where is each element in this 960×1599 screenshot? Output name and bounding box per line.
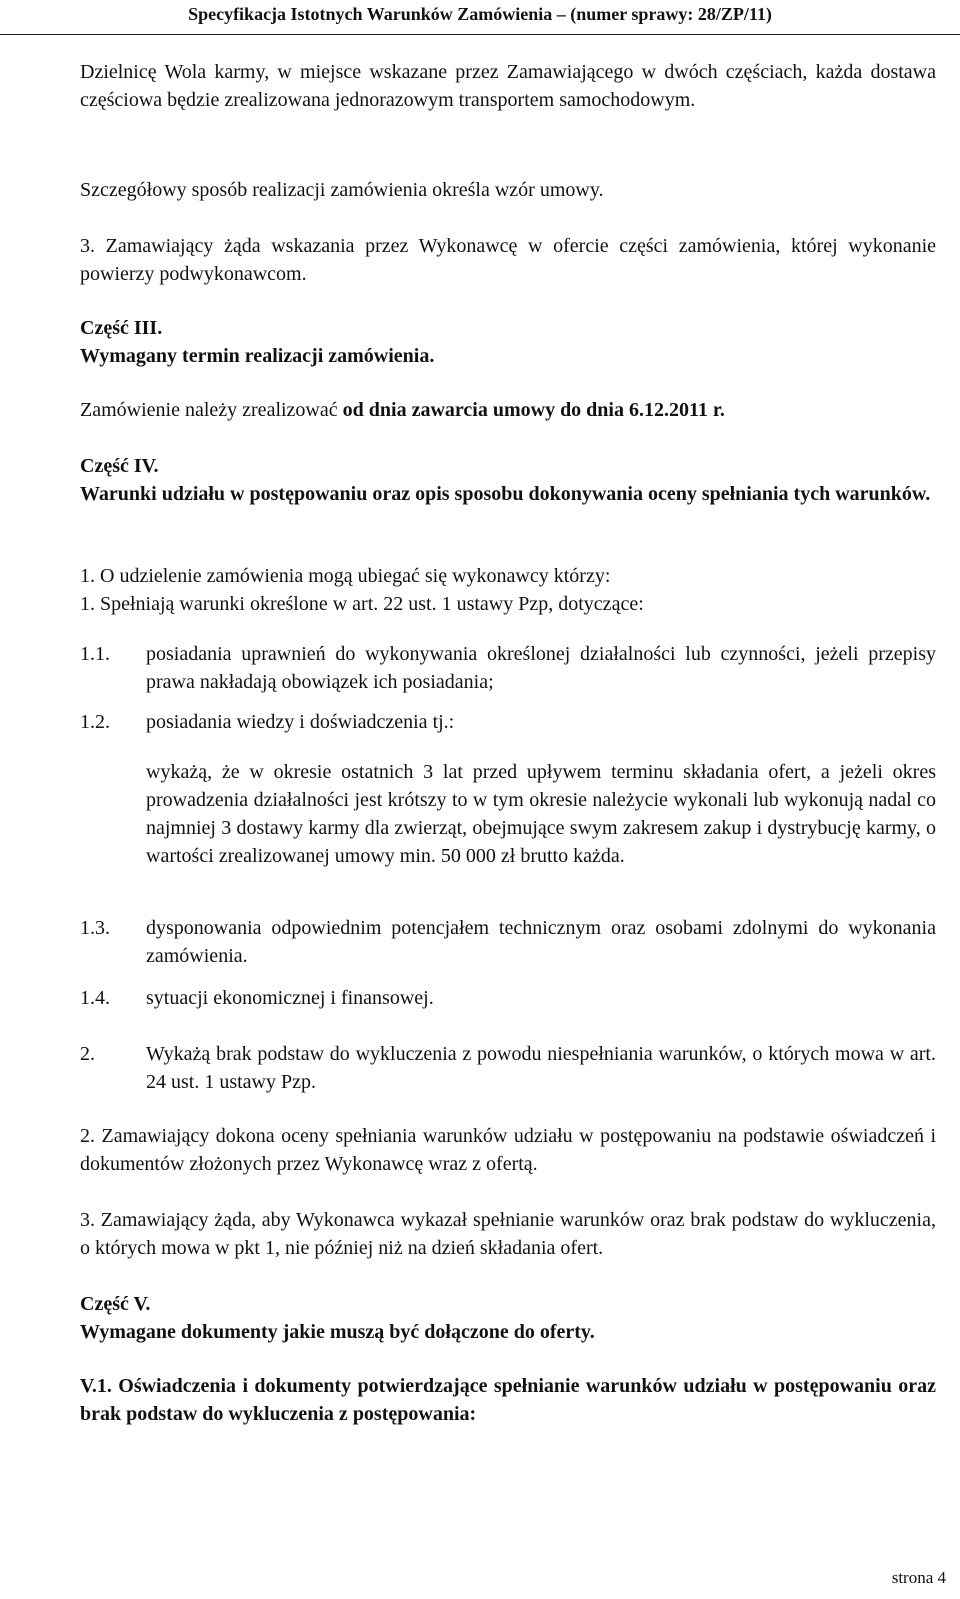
part4-title: Część IV. <box>80 455 159 477</box>
item-1-4-number: 1.4. <box>80 987 110 1009</box>
paragraph-2: 2. Zamawiający dokona oceny spełniania warunków udziału w postępowaniu na podstawie oświadczeń i dokumentów złożonych przez Wykonawcę wraz z ofertą. <box>80 1125 936 1175</box>
item-1-2-number: 1.2. <box>80 711 110 733</box>
item-1-2-detail: wykażą, że w okresie ostatnich 3 lat przed upływem terminu składania ofert, a jeżeli okres prowadzenia działalności jest krótszy to w tym okresie należycie wykonali lub wykonują nadal co najmniej 3 dostawy karmy dla zwierząt, obejmujące swym zakresem zakup i dystrybucję karmy, o wartości zrealizowanej umowy min. 50 000 zł brutto każda. <box>146 761 936 867</box>
header-divider <box>0 34 960 35</box>
section-v1: V.1. Oświadczenia i dokumenty potwierdzające spełnianie warunków udziału w postępowaniu oraz brak podstaw do wykluczenia z postępowania: <box>80 1375 936 1425</box>
paragraph-detail: Szczegółowy sposób realizacji zamówienia określa wzór umowy. <box>80 179 604 201</box>
paragraph-3b: 3. Zamawiający żąda, aby Wykonawca wykazał spełnianie warunków oraz brak podstaw do wykluczenia, o których mowa w pkt 1, nie później niż na dzień składania ofert. <box>80 1209 936 1259</box>
term-paragraph <box>80 396 936 424</box>
item-2-number: 2. <box>80 1043 95 1065</box>
item-1-3-number: 1.3. <box>80 917 110 939</box>
page-header: Specyfikacja Istotnych Warunków Zamówienia – (numer sprawy: 28/ZP/11) <box>188 4 772 24</box>
condition-1: 1. O udzielenie zamówienia mogą ubiegać się wykonawcy którzy: <box>80 565 611 587</box>
paragraph-intro: Dzielnicę Wola karmy, w miejsce wskazane przez Zamawiającego w dwóch częściach, każda dostawa częściowa będzie zrealizowana jednorazowym transportem samochodowym. <box>80 61 936 111</box>
term-plain: Zamówienie należy zrealizować <box>80 399 343 421</box>
part3-title: Część III. <box>80 317 163 339</box>
item-1-2-text: posiadania wiedzy i doświadczenia tj.: <box>146 711 455 733</box>
part4-subtitle: Warunki udziału w postępowaniu oraz opis sposobu dokonywania oceny spełniania tych warunków. <box>80 483 931 505</box>
item-1-4-text: sytuacji ekonomicznej i finansowej. <box>146 987 434 1009</box>
part5-title: Część V. <box>80 1293 151 1315</box>
paragraph-3: 3. Zamawiający żąda wskazania przez Wykonawcę w ofercie części zamówienia, której wykonanie powierzy podwykonawcom. <box>80 235 936 285</box>
page-number: strona 4 <box>891 1568 946 1587</box>
part3-subtitle: Wymagany termin realizacji zamówienia. <box>80 345 435 367</box>
condition-1-1: 1. Spełniają warunki określone w art. 22 ust. 1 ustawy Pzp, dotyczące: <box>80 593 644 615</box>
item-2-text: Wykażą brak podstaw do wykluczenia z powodu niespełniania warunków, o których mowa w art. 24 ust. 1 ustawy Pzp. <box>146 1043 936 1093</box>
part5-subtitle: Wymagane dokumenty jakie muszą być dołączone do oferty. <box>80 1321 595 1343</box>
item-1-3-text: dysponowania odpowiednim potencjałem technicznym oraz osobami zdolnymi do wykonania zamówienia. <box>146 917 936 967</box>
item-1-1-text: posiadania uprawnień do wykonywania określonej działalności lub czynności, jeżeli przepisy prawa nakładają obowiązek ich posiadania; <box>146 643 936 693</box>
item-1-1-number: 1.1. <box>80 643 110 665</box>
term-bold: od dnia zawarcia umowy do dnia 6.12.2011 r. <box>342 399 725 421</box>
